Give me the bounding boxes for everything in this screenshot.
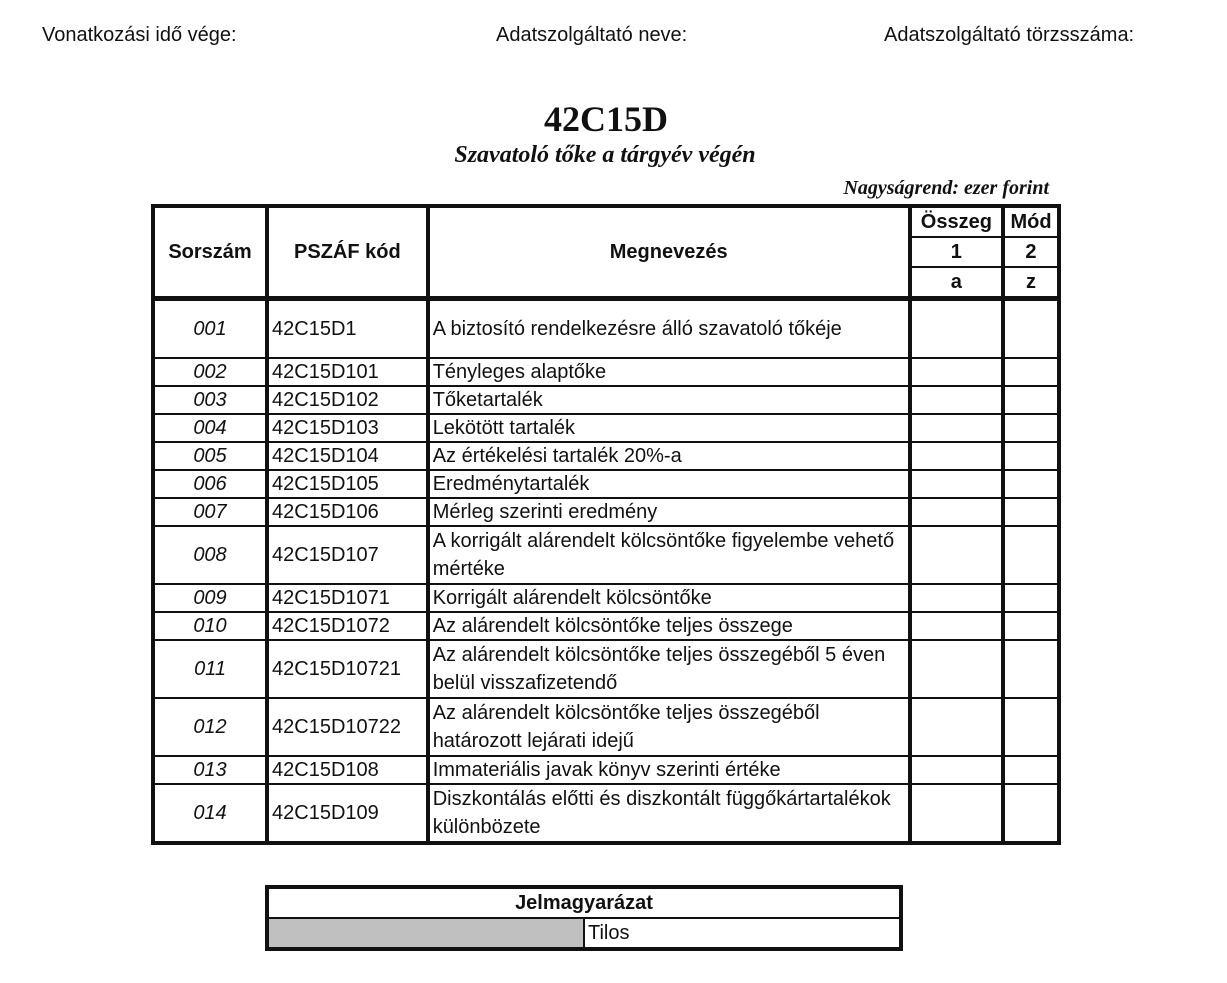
column-type-osszeg: a bbox=[910, 267, 1003, 299]
row-description: Eredménytartalék bbox=[428, 470, 910, 498]
row-number: 013 bbox=[153, 756, 267, 784]
unit-label: Nagyságrend: ezer forint bbox=[843, 177, 1049, 199]
row-mod-input[interactable] bbox=[1003, 498, 1059, 526]
row-osszeg-input[interactable] bbox=[910, 414, 1003, 442]
row-number: 004 bbox=[153, 414, 267, 442]
table-row bbox=[153, 470, 1059, 498]
row-pszaf-code: 42C15D108 bbox=[267, 756, 428, 784]
row-description: Lekötött tartalék bbox=[428, 414, 910, 442]
legend-swatch-forbidden bbox=[267, 918, 584, 949]
row-pszaf-code: 42C15D10721 bbox=[267, 640, 428, 698]
row-mod-input[interactable] bbox=[1003, 784, 1059, 843]
reference-period-end-label: Vonatkozási idő vége: bbox=[42, 24, 237, 46]
table-row bbox=[153, 584, 1059, 612]
row-mod-input[interactable] bbox=[1003, 526, 1059, 584]
row-osszeg-input[interactable] bbox=[910, 612, 1003, 640]
row-osszeg-input[interactable] bbox=[910, 640, 1003, 698]
column-number-mod: 2 bbox=[1003, 237, 1059, 267]
row-osszeg-input[interactable] bbox=[910, 498, 1003, 526]
row-number: 007 bbox=[153, 498, 267, 526]
row-pszaf-code: 42C15D10722 bbox=[267, 698, 428, 756]
row-number: 012 bbox=[153, 698, 267, 756]
column-number-osszeg: 1 bbox=[910, 237, 1003, 267]
row-pszaf-code: 42C15D1072 bbox=[267, 612, 428, 640]
row-number: 006 bbox=[153, 470, 267, 498]
row-description: Az alárendelt kölcsöntőke teljes összegéből határozott lejárati idejű bbox=[428, 698, 910, 756]
row-mod-input[interactable] bbox=[1003, 470, 1059, 498]
row-osszeg-input[interactable] bbox=[910, 526, 1003, 584]
column-header-sorszam: Sorszám bbox=[153, 206, 267, 299]
legend-title: Jelmagyarázat bbox=[267, 887, 901, 918]
row-description: Diszkontálás előtti és diszkontált függőkártartalékok különbözete bbox=[428, 784, 910, 843]
table-row bbox=[153, 640, 1059, 698]
row-description: A biztosító rendelkezésre álló szavatoló tőkéje bbox=[428, 299, 910, 359]
form-subtitle: Szavatoló tőke a tárgyév végén bbox=[454, 142, 756, 168]
row-pszaf-code: 42C15D101 bbox=[267, 358, 428, 386]
row-number: 001 bbox=[153, 299, 267, 359]
table-row bbox=[153, 612, 1059, 640]
row-mod-input[interactable] bbox=[1003, 698, 1059, 756]
column-type-mod: z bbox=[1003, 267, 1059, 299]
row-mod-input[interactable] bbox=[1003, 584, 1059, 612]
row-pszaf-code: 42C15D1 bbox=[267, 299, 428, 359]
row-number: 002 bbox=[153, 358, 267, 386]
row-description: A korrigált alárendelt kölcsöntőke figyelembe vehető mértéke bbox=[428, 526, 910, 584]
row-mod-input[interactable] bbox=[1003, 386, 1059, 414]
row-description: Tényleges alaptőke bbox=[428, 358, 910, 386]
column-header-pszaf-kod: PSZÁF kód bbox=[267, 206, 428, 299]
data-table bbox=[151, 204, 1061, 845]
row-number: 008 bbox=[153, 526, 267, 584]
row-pszaf-code: 42C15D104 bbox=[267, 442, 428, 470]
column-header-megnevezes: Megnevezés bbox=[428, 206, 910, 299]
legend-label-forbidden: Tilos bbox=[584, 918, 901, 949]
row-description: Az értékelési tartalék 20%-a bbox=[428, 442, 910, 470]
table-row bbox=[153, 498, 1059, 526]
row-description: Immateriális javak könyv szerinti értéke bbox=[428, 756, 910, 784]
row-description: Korrigált alárendelt kölcsöntőke bbox=[428, 584, 910, 612]
row-number: 005 bbox=[153, 442, 267, 470]
row-osszeg-input[interactable] bbox=[910, 386, 1003, 414]
row-pszaf-code: 42C15D105 bbox=[267, 470, 428, 498]
provider-name-label: Adatszolgáltató neve: bbox=[496, 24, 688, 46]
row-number: 009 bbox=[153, 584, 267, 612]
row-description: Az alárendelt kölcsöntőke teljes összege bbox=[428, 612, 910, 640]
row-mod-input[interactable] bbox=[1003, 358, 1059, 386]
row-pszaf-code: 42C15D109 bbox=[267, 784, 428, 843]
row-description: Tőketartalék bbox=[428, 386, 910, 414]
row-osszeg-input[interactable] bbox=[910, 299, 1003, 359]
table-row bbox=[153, 414, 1059, 442]
row-number: 010 bbox=[153, 612, 267, 640]
row-pszaf-code: 42C15D106 bbox=[267, 498, 428, 526]
row-osszeg-input[interactable] bbox=[910, 784, 1003, 843]
row-number: 014 bbox=[153, 784, 267, 843]
row-pszaf-code: 42C15D1071 bbox=[267, 584, 428, 612]
table-row bbox=[153, 299, 1059, 359]
table-row bbox=[153, 386, 1059, 414]
row-number: 003 bbox=[153, 386, 267, 414]
table-row bbox=[153, 698, 1059, 756]
row-pszaf-code: 42C15D107 bbox=[267, 526, 428, 584]
table-row bbox=[153, 784, 1059, 843]
row-mod-input[interactable] bbox=[1003, 640, 1059, 698]
row-osszeg-input[interactable] bbox=[910, 442, 1003, 470]
row-mod-input[interactable] bbox=[1003, 612, 1059, 640]
row-osszeg-input[interactable] bbox=[910, 756, 1003, 784]
row-number: 011 bbox=[153, 640, 267, 698]
table-row bbox=[153, 442, 1059, 470]
table-row bbox=[153, 358, 1059, 386]
row-osszeg-input[interactable] bbox=[910, 698, 1003, 756]
form-code: 42C15D bbox=[544, 99, 668, 139]
column-header-osszeg: Összeg bbox=[910, 206, 1003, 237]
row-mod-input[interactable] bbox=[1003, 442, 1059, 470]
column-header-mod: Mód bbox=[1003, 206, 1059, 237]
legend-table bbox=[265, 885, 903, 951]
row-osszeg-input[interactable] bbox=[910, 358, 1003, 386]
row-pszaf-code: 42C15D103 bbox=[267, 414, 428, 442]
row-pszaf-code: 42C15D102 bbox=[267, 386, 428, 414]
row-description: Az alárendelt kölcsöntőke teljes összegéből 5 éven belül visszafizetendő bbox=[428, 640, 910, 698]
row-osszeg-input[interactable] bbox=[910, 584, 1003, 612]
row-mod-input[interactable] bbox=[1003, 756, 1059, 784]
table-row bbox=[153, 756, 1059, 784]
row-osszeg-input[interactable] bbox=[910, 470, 1003, 498]
table-row bbox=[153, 526, 1059, 584]
row-mod-input[interactable] bbox=[1003, 414, 1059, 442]
row-description: Mérleg szerinti eredmény bbox=[428, 498, 910, 526]
row-mod-input[interactable] bbox=[1003, 299, 1059, 359]
provider-registration-number-label: Adatszolgáltató törzsszáma: bbox=[884, 24, 1135, 46]
